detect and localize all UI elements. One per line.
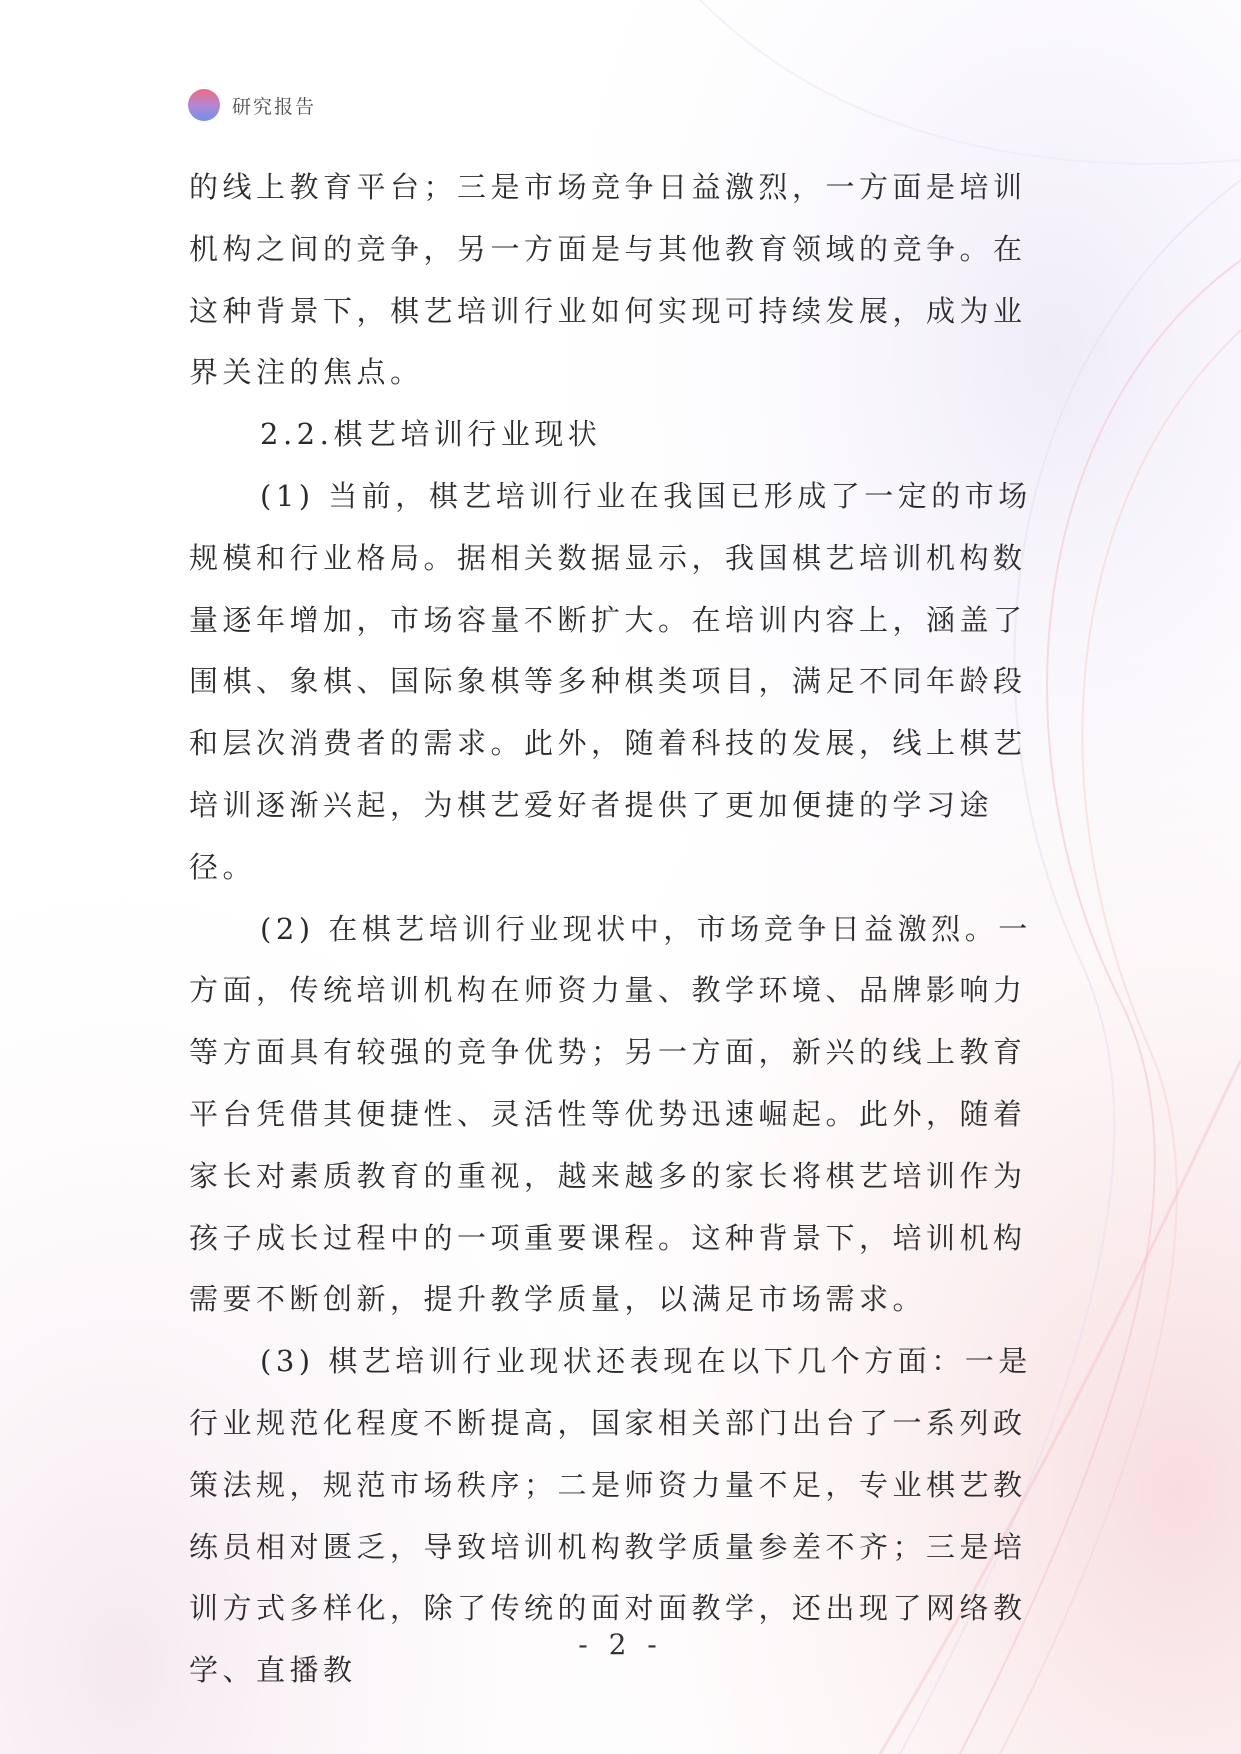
logo-circle-icon <box>188 89 220 121</box>
document-body <box>189 157 1051 1702</box>
paragraph-3: (3) 棋艺培训行业现状还表现在以下几个方面：一是行业规范化程度不断提高，国家相关部门出台了一系列政策法规，规范市场秩序；二是师资力量不足，专业棋艺教练员相对匮乏，导致培训机构教学质量参差不齐；三是培训方式多样化，除了传统的面对面教学，还出现了网络教学、直播教 <box>189 1344 1032 1688</box>
paragraph-continued: 的线上教育平台；三是市场竞争日益激烈，一方面是培训机构之间的竞争，另一方面是与其他教育领域的竞争。在这种背景下，棋艺培训行业如何实现可持续发展，成为业界关注的焦点。 <box>189 170 1027 390</box>
header-title: 研究报告 <box>232 95 317 118</box>
paragraph-2: (2) 在棋艺培训行业现状中，市场竞争日益激烈。一方面，传统培训机构在师资力量、教学环境、品牌影响力等方面具有较强的竞争优势；另一方面，新兴的线上教育平台凭借其便捷性、灵活性等优势迅速崛起。此外，随着家长对素质教育的重视，越来越多的家长将棋艺培训作为孩子成长过程中的一项重要课程。这种背景下，培训机构需要不断创新，提升教学质量，以满足市场需求。 <box>189 911 1032 1317</box>
paragraph-1: (1) 当前，棋艺培训行业在我国已形成了一定的市场规模和行业格局。据相关数据显示，我国棋艺培训机构数量逐年增加，市场容量不断扩大。在培训内容上，涵盖了围棋、象棋、国际象棋等多种棋类项目，满足不同年龄段和层次消费者的需求。此外，随着科技的发展，线上棋艺培训逐渐兴起，为棋艺爱好者提供了更加便捷的学习途径。 <box>189 478 1032 884</box>
page-number: - 2 - <box>578 1628 663 1661</box>
report-header <box>188 88 316 122</box>
section-heading: 2.2.棋艺培训行业现状 <box>260 417 602 452</box>
